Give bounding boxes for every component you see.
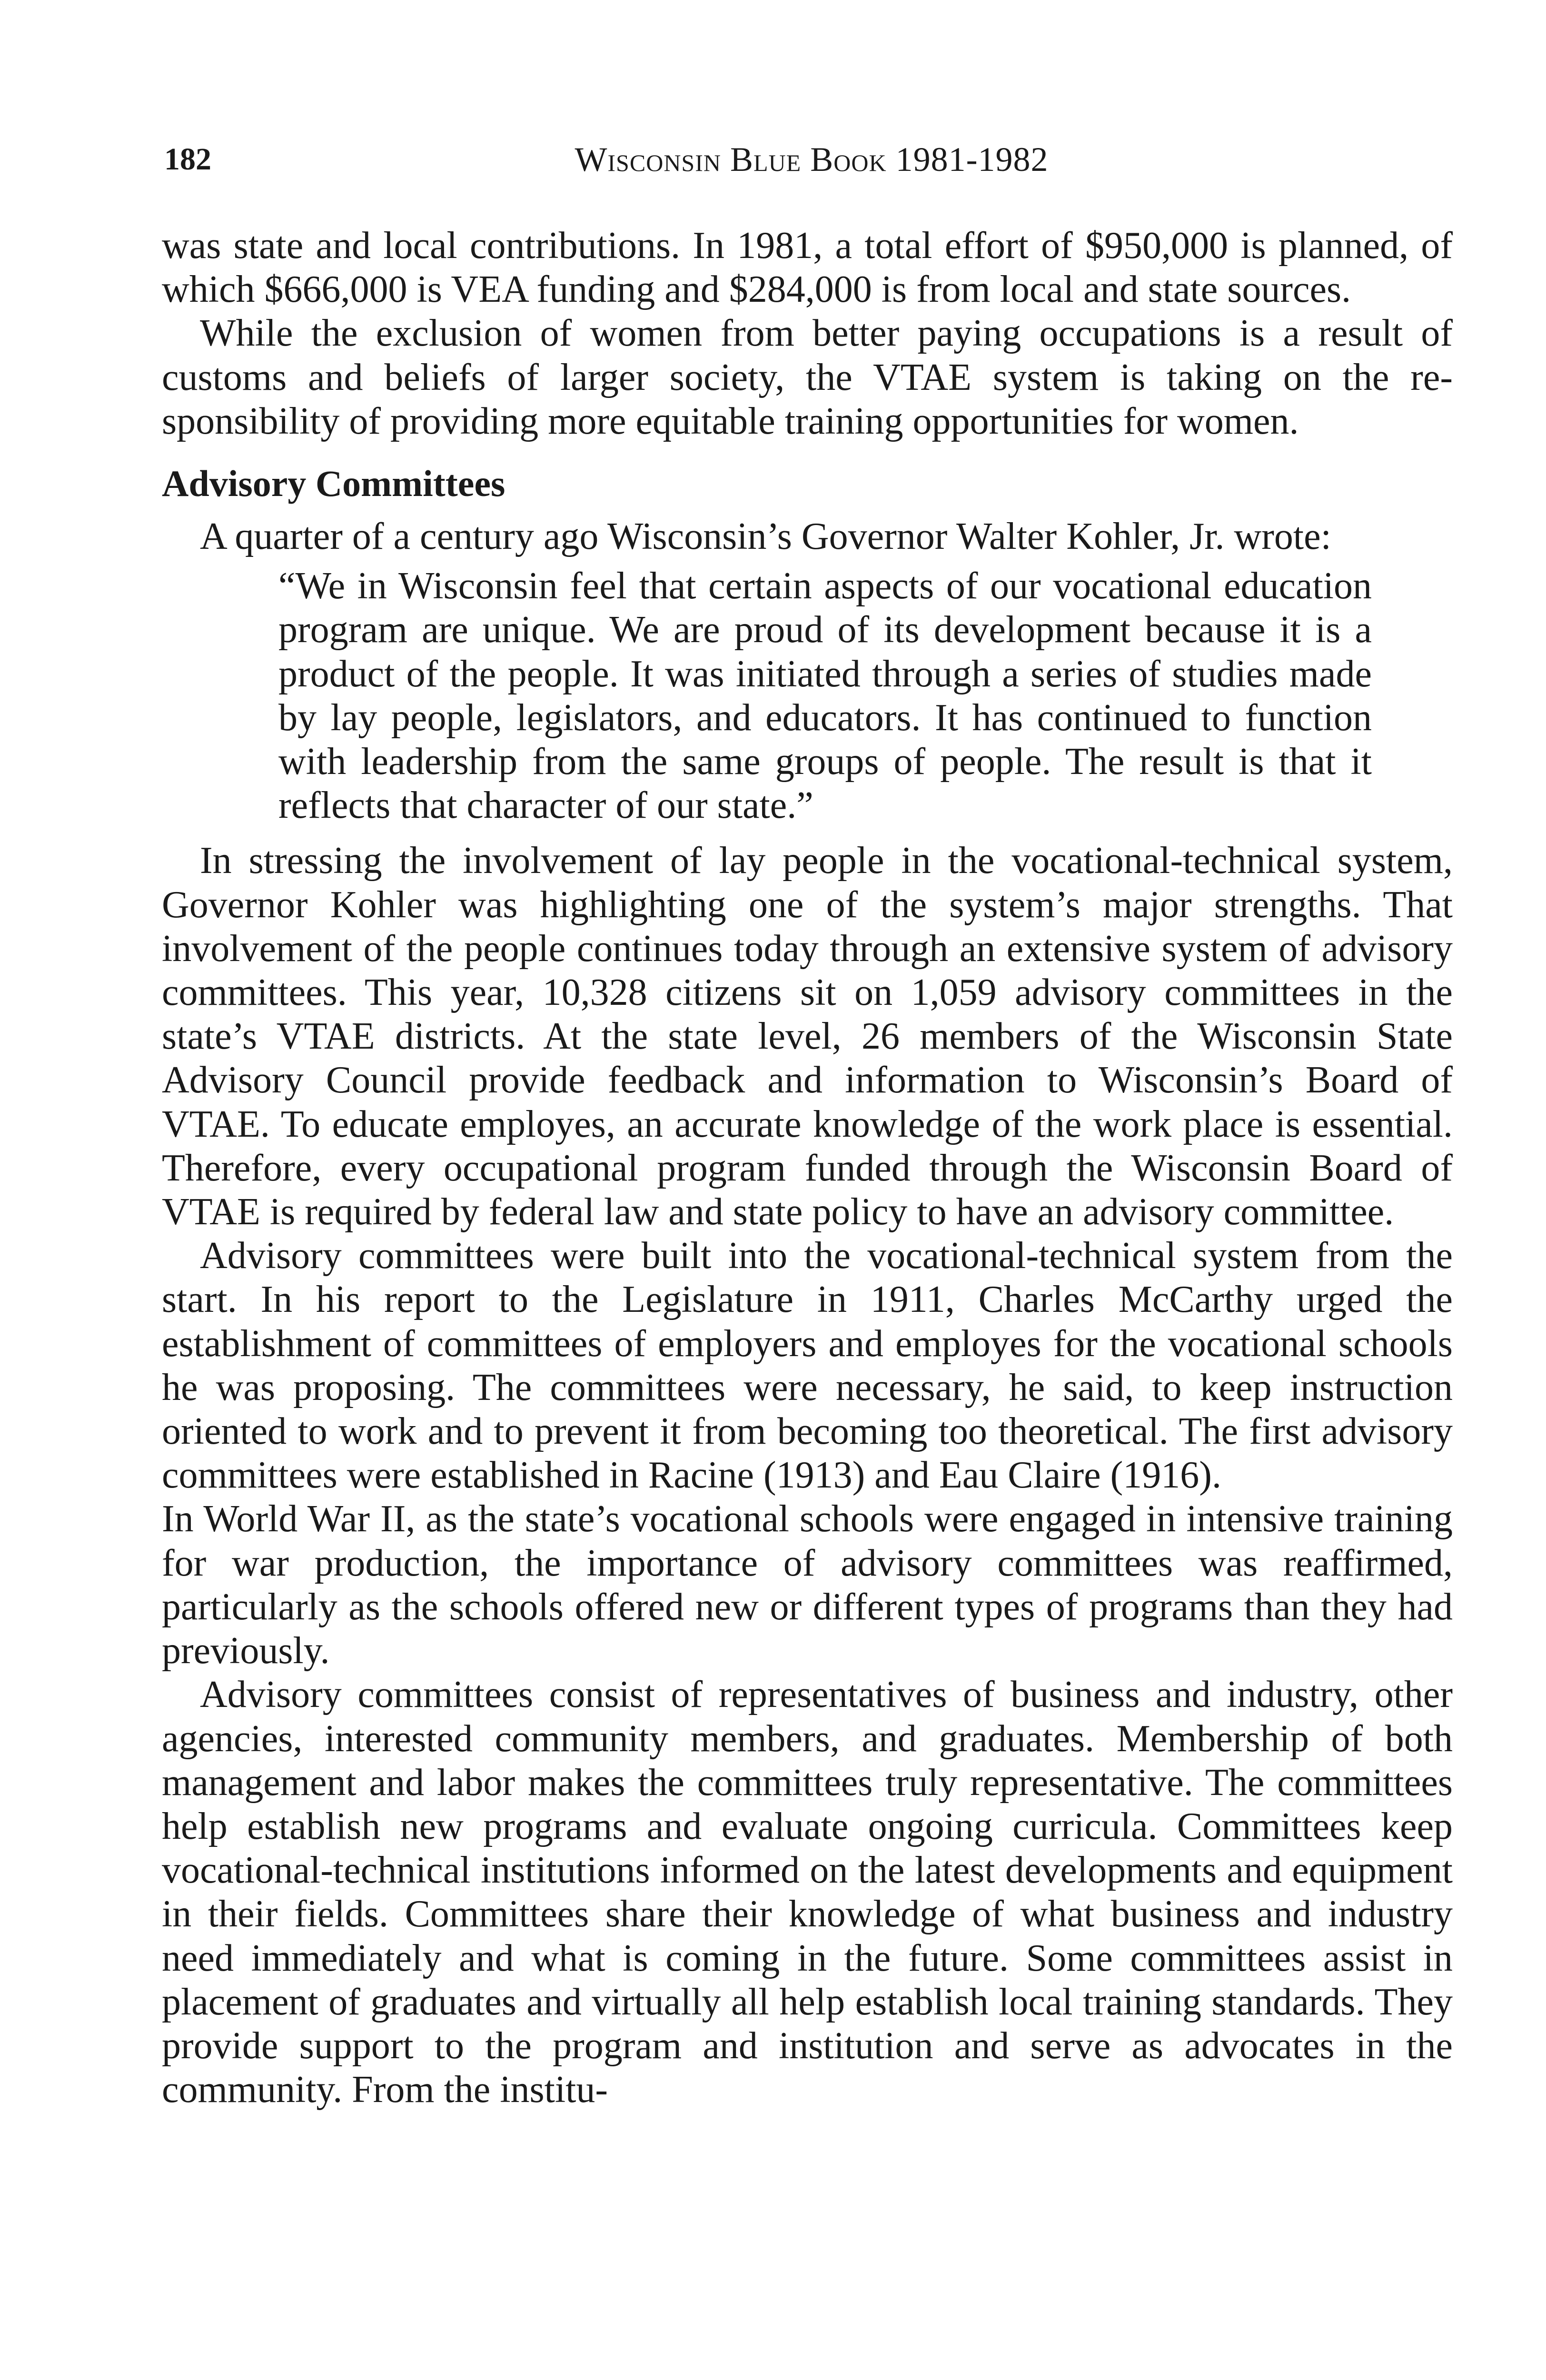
paragraph-exclusion: While the exclusion of women from better paying occupations is a result of customs and beliefs of larger society, the VTAE system is taking on the responsibility of providing more equitable training opportunities for women. — [162, 312, 1453, 442]
page-body — [162, 224, 1453, 2112]
paragraph-world-war-ii: In World War II, as the state’s vocational schools were engaged in intensive training for war production, the importance of advisory committees was reaffirmed, particularly as the schools offered new or different types of programs than they had previously. — [162, 1498, 1453, 1672]
paragraph-stressing: In stressing the involvement of lay people in the vocational-technical system, Governor Kohler was highlighting one of the system’s major strengths. That involvement of the people continues today through an extensive system of advisory committees. This year, 10,328 citizens sit on 1,059 advisory committees in the state’s VTAE districts. At the state level, 26 members of the Wisconsin State Advisory Council provide feedback and information to Wisconsin’s Board of VTAE. To educate employes, an accurate knowledge of the work place is essential. Therefore, every occupational program funded through the Wisconsin Board of VTAE is required by federal law and state policy to have an advisory committee. — [162, 840, 1453, 1233]
paragraph-consist: Advisory committees consist of representatives of business and industry, other agencies, interested community members, and graduates. Membership of both management and labor makes the committees truly representative. The committees help establish new programs and evaluate ongoing curricula. Committees keep vocational-technical institutions informed on the latest developments and equipment in their fields. Committees share their knowledge of what business and industry need immediately and what is coming in the future. Some committees assist in placement of graduates and virtually all help establish local training standards. They provide support to the program and institution and serve as advocates in the community. From the institu- — [162, 1674, 1453, 2111]
kohler-quote — [278, 564, 1372, 827]
page-header — [164, 138, 1459, 195]
paragraph-built-in: Advisory committees were built into the vocational-technical system from the start. In his report to the Legislature in 1911, Charles McCarthy urged the establishment of committees of employers and employes for the vocational schools he was proposing. The committees were necessary, he said, to keep instruction oriented to work and to prevent it from becoming too theoretical. The first advisory committees were established in Racine (1913) and Eau Claire (1916). — [162, 1235, 1453, 1497]
paragraph-continued: was state and local contributions. In 1981, a total effort of $950,000 is planned, of which $666,000 is VEA funding and $284,000 is from local and state sources. — [162, 225, 1453, 311]
paragraph-quarter-century: A quarter of a century ago Wisconsin’s Governor Walter Kohler, Jr. wrote: — [200, 516, 1331, 558]
quote-text: “We in Wisconsin feel that certain aspects of our vocational education program are unique. We are proud of its development because it is a product of the people. It was initiated through a series of studies made by lay people, legislators, and educators. It has continued to function with leadership from the same groups of people. The result is that it reflects that character of our state.” — [278, 565, 1372, 827]
section-heading-advisory-committees: Advisory Committees — [162, 463, 505, 505]
running-title: Wisconsin Blue Book 1981-1982 — [575, 140, 1049, 178]
page-number: 182 — [164, 142, 211, 177]
